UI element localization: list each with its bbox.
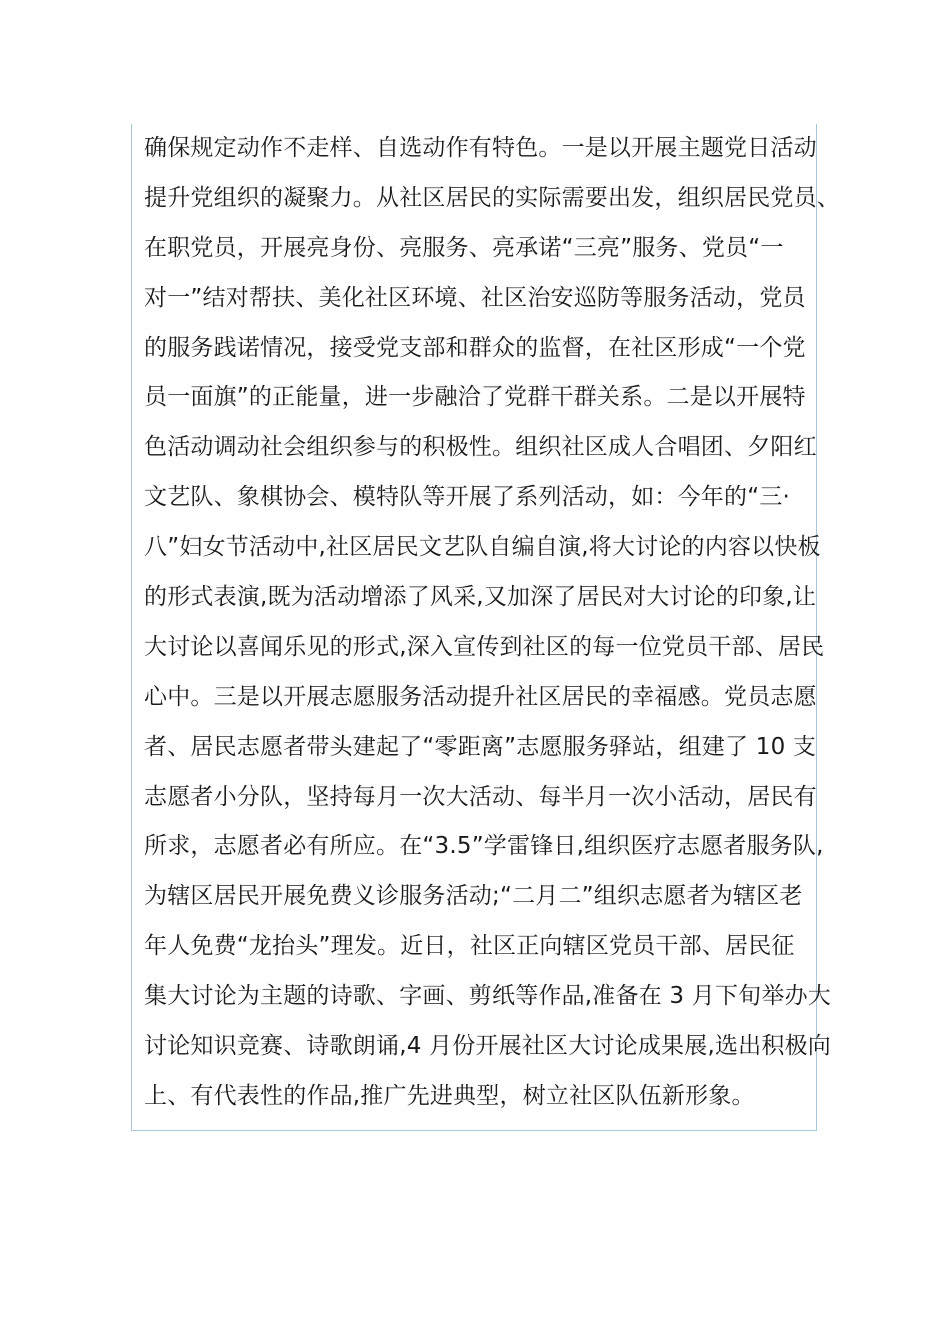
- text-line: 上、有代表性的作品,推广先进典型，树立社区队伍新形象。: [144, 1082, 755, 1109]
- text-line: 的服务践诺情况，接受党支部和群众的监督，在社区形成“一个党: [144, 334, 806, 361]
- text-line: 大讨论以喜闻乐见的形式,深入宣传到社区的每一位党员干部、居民: [144, 633, 825, 660]
- text-line: 员一面旗”的正能量，进一步融洽了党群干群关系。二是以开展特: [144, 384, 806, 411]
- text-line: 八”妇女节活动中,社区居民文艺队自编自演,将大讨论的内容以快板: [144, 534, 821, 561]
- text-line: 者、居民志愿者带头建起了“零距离”志愿服务驿站，组建了 10 支: [144, 733, 817, 760]
- text-line: 所求，志愿者必有所应。在“3.5”学雷锋日,组织医疗志愿者服务队,: [144, 833, 824, 860]
- text-line: 心中。三是以开展志愿服务活动提升社区居民的幸福感。党员志愿: [144, 683, 817, 710]
- text-line: 志愿者小分队，坚持每月一次大活动、每半月一次小活动，居民有: [144, 783, 817, 810]
- text-line: 年人免费“龙抬头”理发。近日，社区正向辖区党员干部、居民征: [144, 933, 795, 960]
- text-line: 的形式表演,既为活动增添了风采,又加深了居民对大讨论的印象,让: [144, 584, 817, 611]
- text-line: 讨论知识竞赛、诗歌朗诵,4 月份开展社区大讨论成果展,选出积极向: [144, 1033, 831, 1060]
- text-line: 色活动调动社会组织参与的积极性。组织社区成人合唱团、夕阳红: [144, 434, 817, 461]
- text-line: 集大讨论为主题的诗歌、字画、剪纸等作品,准备在 3 月下旬举办大: [144, 983, 831, 1010]
- text-line: 文艺队、象棋协会、模特队等开展了系列活动，如：今年的“三·: [144, 484, 791, 511]
- text-line: 对一”结对帮扶、美化社区环境、社区治安巡防等服务活动，党员: [144, 284, 806, 311]
- body-paragraph: [144, 124, 840, 1122]
- text-line: 提升党组织的凝聚力。从社区居民的实际需要出发，组织居民党员、: [144, 184, 840, 211]
- text-line: 确保规定动作不走样、自选动作有特色。一是以开展主题党日活动: [144, 135, 817, 161]
- text-line: 为辖区居民开展免费义诊服务活动;“二月二”组织志愿者为辖区老: [144, 883, 803, 910]
- text-line: 在职党员，开展亮身份、亮服务、亮承诺“三亮”服务、党员“一: [144, 234, 784, 261]
